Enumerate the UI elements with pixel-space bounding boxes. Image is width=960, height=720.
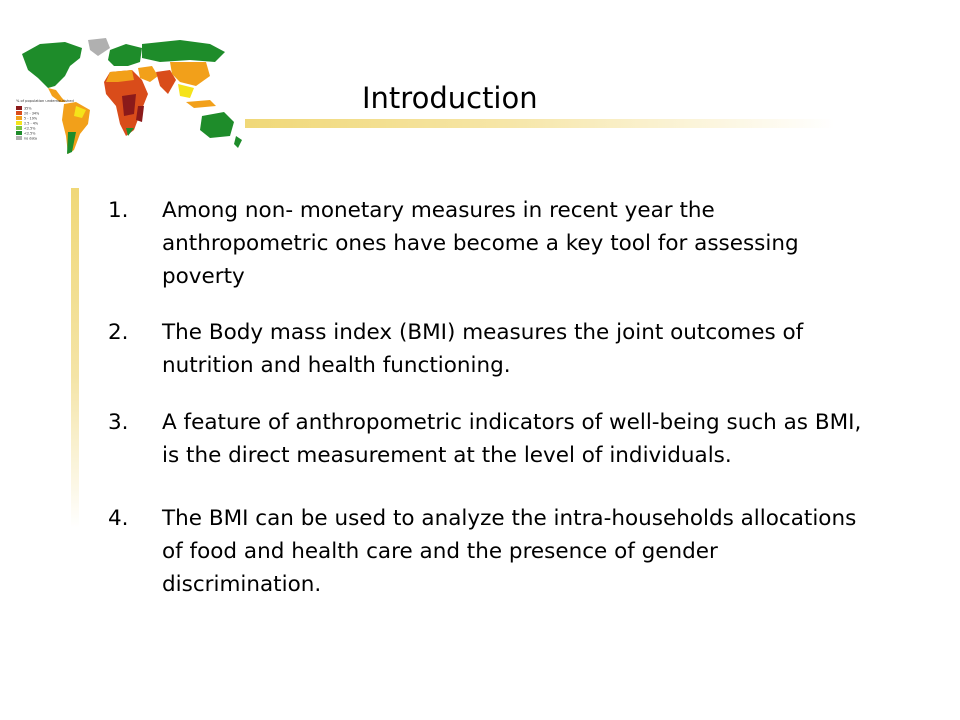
svg-text:2.5 - 4%: 2.5 - 4%: [24, 121, 39, 126]
svg-text:<2.5%: <2.5%: [24, 126, 36, 131]
list-item-number: 2.: [108, 320, 129, 345]
list-item-text: The Body mass index (BMI) measures the joint outcomes of nutrition and health functioning.: [162, 320, 804, 378]
map-greenland: [88, 38, 110, 56]
map-east-asia: [170, 62, 210, 86]
list-item-number: 1.: [108, 198, 129, 223]
svg-text:<2.5%: <2.5%: [24, 131, 36, 136]
svg-text:35%: 35%: [24, 106, 32, 111]
map-indonesia: [186, 100, 216, 108]
map-europe: [108, 44, 142, 66]
svg-text:% of population undernourished: % of population undernourished: [16, 99, 74, 103]
list-item-text: A feature of anthropometric indicators of well-being such as BMI, is the direct measurement at the level of individuals.: [162, 410, 862, 468]
left-accent-bar: [71, 188, 79, 528]
list-item-text: The BMI can be used to analyze the intra-households allocations of food and health care and the presence of gender discrimination.: [162, 506, 857, 597]
slide-title: Introduction: [362, 81, 538, 115]
list-item-number: 4.: [108, 506, 129, 531]
svg-text:no data: no data: [24, 136, 37, 141]
world-hunger-map: [10, 36, 245, 160]
map-north-america: [22, 42, 82, 88]
map-australia: [200, 112, 234, 138]
svg-text:5 - 19%: 5 - 19%: [24, 116, 38, 121]
title-underline-bar: [245, 119, 835, 128]
svg-text:20 - 34%: 20 - 34%: [24, 111, 40, 116]
map-north-asia: [142, 40, 225, 62]
list-item-number: 3.: [108, 410, 129, 435]
list-item-text: Among non- monetary measures in recent year the anthropometric ones have become a key tool for assessing poverty: [162, 198, 799, 289]
